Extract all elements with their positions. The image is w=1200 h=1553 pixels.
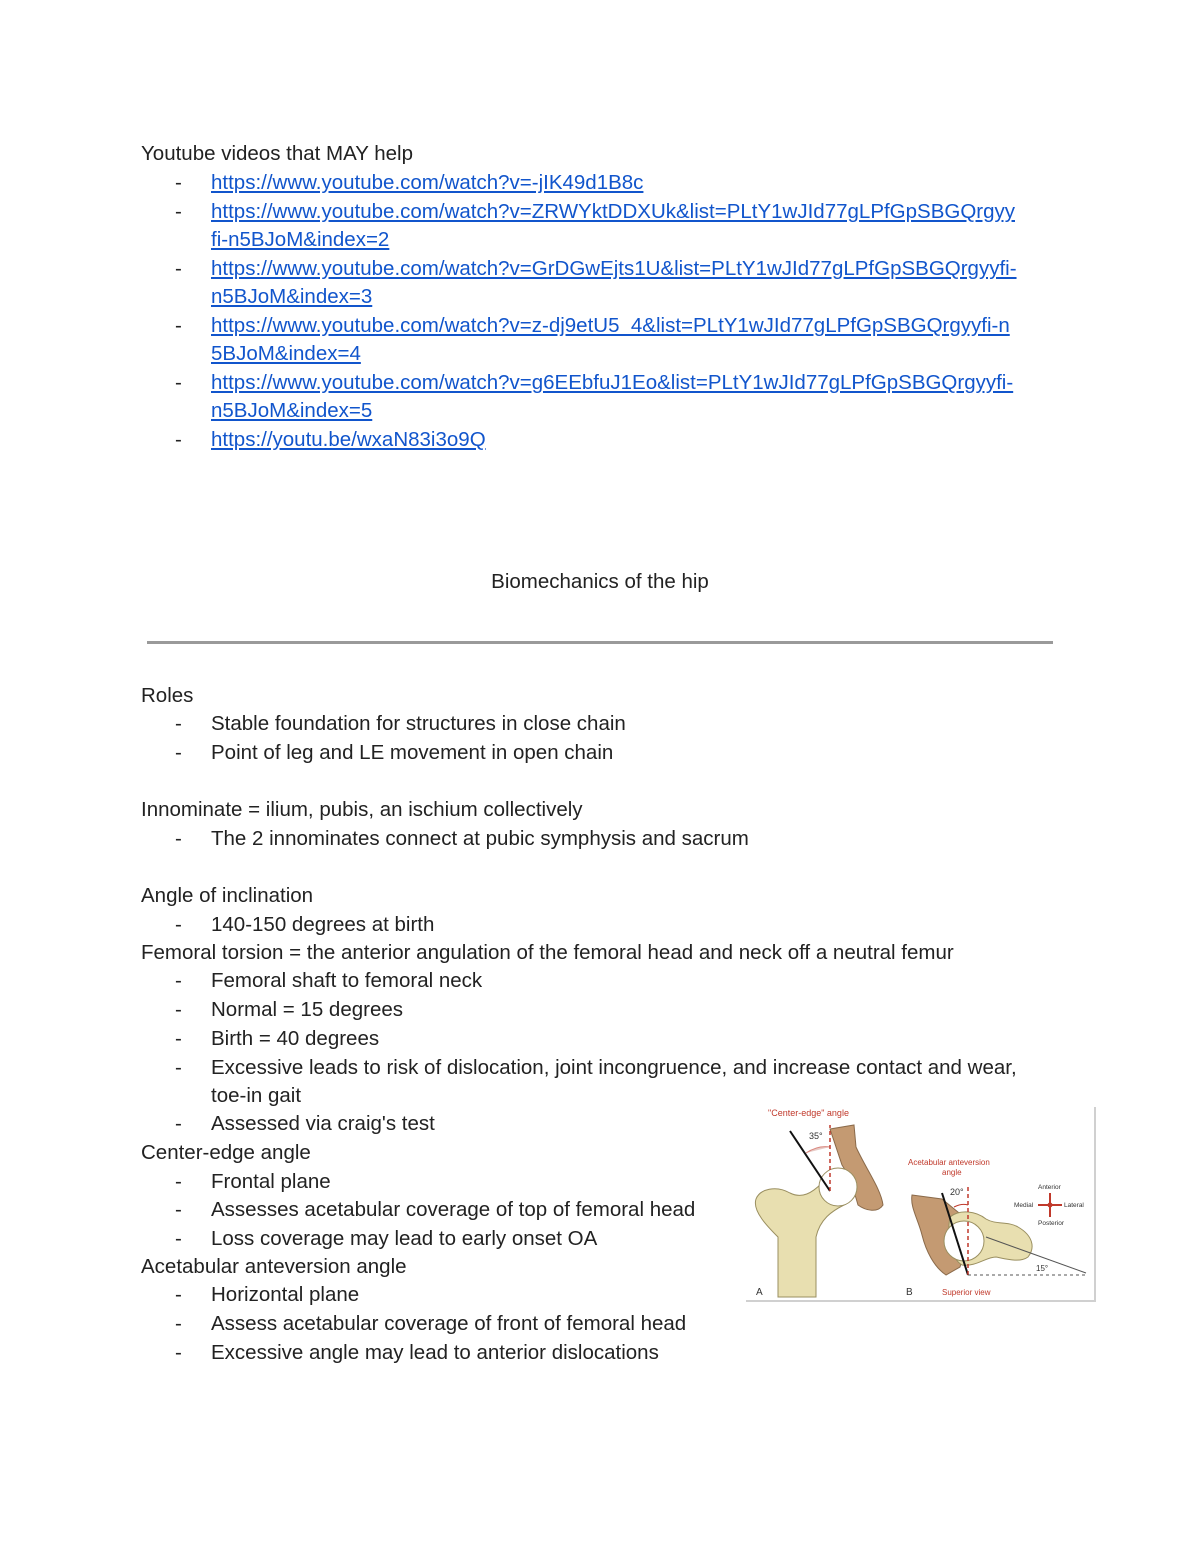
horizontal-rule <box>147 641 1053 644</box>
fig-superior-view: Superior view <box>942 1288 991 1297</box>
bullet: - <box>175 969 182 992</box>
inclination-heading: Angle of inclination <box>141 884 314 907</box>
innominate-heading: Innominate = ilium, pubis, an ischium collectively <box>141 798 583 821</box>
compass-medial: Medial <box>1014 1202 1034 1209</box>
compass-posterior: Posterior <box>1038 1220 1065 1227</box>
list-item: Assesses acetabular coverage of top of femoral head <box>211 1198 696 1221</box>
fig-label-b-title-1: Acetabular anteversion <box>908 1158 990 1167</box>
compass-anterior: Anterior <box>1038 1184 1061 1191</box>
list-item: Assessed via craig's test <box>211 1112 435 1135</box>
fig-angle-b2: 15° <box>1036 1264 1049 1273</box>
bullet: - <box>175 371 182 394</box>
fig-angle-a: 35° <box>809 1131 823 1141</box>
list-item-cont: toe-in gait <box>211 1084 302 1107</box>
bullet: - <box>175 171 182 194</box>
femoral-head-a <box>819 1168 857 1206</box>
list-item: Point of leg and LE movement in open chain <box>211 741 614 764</box>
video-link-6[interactable]: https://youtu.be/wxaN83i3o9Q <box>211 428 486 451</box>
list-item: Excessive angle may lead to anterior dislocations <box>211 1341 659 1364</box>
fig-panel-a: A <box>756 1287 763 1298</box>
bullet: - <box>175 1341 182 1364</box>
hip-angles-figure <box>746 1107 1096 1302</box>
bullet: - <box>175 200 182 223</box>
video-link-2[interactable]: https://www.youtube.com/watch?v=ZRWYktDDXUk&list=PLtY1wJId77gLPfGpSBGQrgyy <box>211 200 1015 223</box>
video-link-4-cont[interactable]: 5BJoM&index=4 <box>211 342 361 365</box>
bullet: - <box>175 428 182 451</box>
video-link-5-cont[interactable]: n5BJoM&index=5 <box>211 399 373 422</box>
bullet: - <box>175 827 182 850</box>
list-item: 140-150 degrees at birth <box>211 913 435 936</box>
list-item: Excessive leads to risk of dislocation, joint incongruence, and increase contact and wear, <box>211 1056 1017 1079</box>
video-link-5[interactable]: https://www.youtube.com/watch?v=g6EEbfuJ1Eo&list=PLtY1wJId77gLPfGpSBGQrgyyfi- <box>211 371 1014 394</box>
list-item: Loss coverage may lead to early onset OA <box>211 1227 598 1250</box>
video-link-2-cont[interactable]: fi-n5BJoM&index=2 <box>211 228 390 251</box>
list-item: Femoral shaft to femoral neck <box>211 969 483 992</box>
video-link-3-cont[interactable]: n5BJoM&index=3 <box>211 285 373 308</box>
anteversion-heading: Acetabular anteversion angle <box>141 1255 407 1278</box>
fig-panel-b: B <box>906 1287 913 1298</box>
bullet: - <box>175 1112 182 1135</box>
list-item: Stable foundation for structures in close chain <box>211 712 626 735</box>
roles-heading: Roles <box>141 684 194 707</box>
bullet: - <box>175 712 182 735</box>
fig-angle-b: 20° <box>950 1187 964 1197</box>
femoral-head-b <box>944 1221 984 1261</box>
videos-heading: Youtube videos that MAY help <box>141 142 414 165</box>
center-edge-heading: Center-edge angle <box>141 1141 311 1164</box>
fig-label-b-title-2: angle <box>942 1168 962 1177</box>
video-link-3[interactable]: https://www.youtube.com/watch?v=GrDGwEjts1U&list=PLtY1wJId77gLPfGpSBGQrgyyfi- <box>211 257 1017 280</box>
bullet: - <box>175 1056 182 1079</box>
compass-icon <box>1038 1193 1062 1217</box>
fig-label-a-title: "Center-edge" angle <box>768 1108 849 1118</box>
bullet: - <box>175 1312 182 1335</box>
bullet: - <box>175 998 182 1021</box>
list-item: Horizontal plane <box>211 1283 360 1306</box>
list-item: Assess acetabular coverage of front of femoral head <box>211 1312 687 1335</box>
video-link-4[interactable]: https://www.youtube.com/watch?v=z-dj9etU5_4&list=PLtY1wJId77gLPfGpSBGQrgyyfi-n <box>211 314 1010 337</box>
bullet: - <box>175 314 182 337</box>
bullet: - <box>175 1170 182 1193</box>
list-item: Normal = 15 degrees <box>211 998 404 1021</box>
list-item: Birth = 40 degrees <box>211 1027 380 1050</box>
page-title: Biomechanics of the hip <box>491 570 709 593</box>
video-link-1[interactable]: https://www.youtube.com/watch?v=-jIK49d1B8c <box>211 171 644 194</box>
angle-arc-b <box>954 1204 968 1207</box>
bullet: - <box>175 913 182 936</box>
bullet: - <box>175 1027 182 1050</box>
bullet: - <box>175 741 182 764</box>
bullet: - <box>175 1227 182 1250</box>
compass-lateral: Lateral <box>1064 1202 1084 1209</box>
list-item: The 2 innominates connect at pubic symphysis and sacrum <box>211 827 749 850</box>
bullet: - <box>175 1283 182 1306</box>
bullet: - <box>175 1198 182 1221</box>
angle-arc-a <box>806 1147 830 1153</box>
torsion-heading: Femoral torsion = the anterior angulation of the femoral head and neck off a neutral femur <box>141 941 954 964</box>
bullet: - <box>175 257 182 280</box>
list-item: Frontal plane <box>211 1170 331 1193</box>
